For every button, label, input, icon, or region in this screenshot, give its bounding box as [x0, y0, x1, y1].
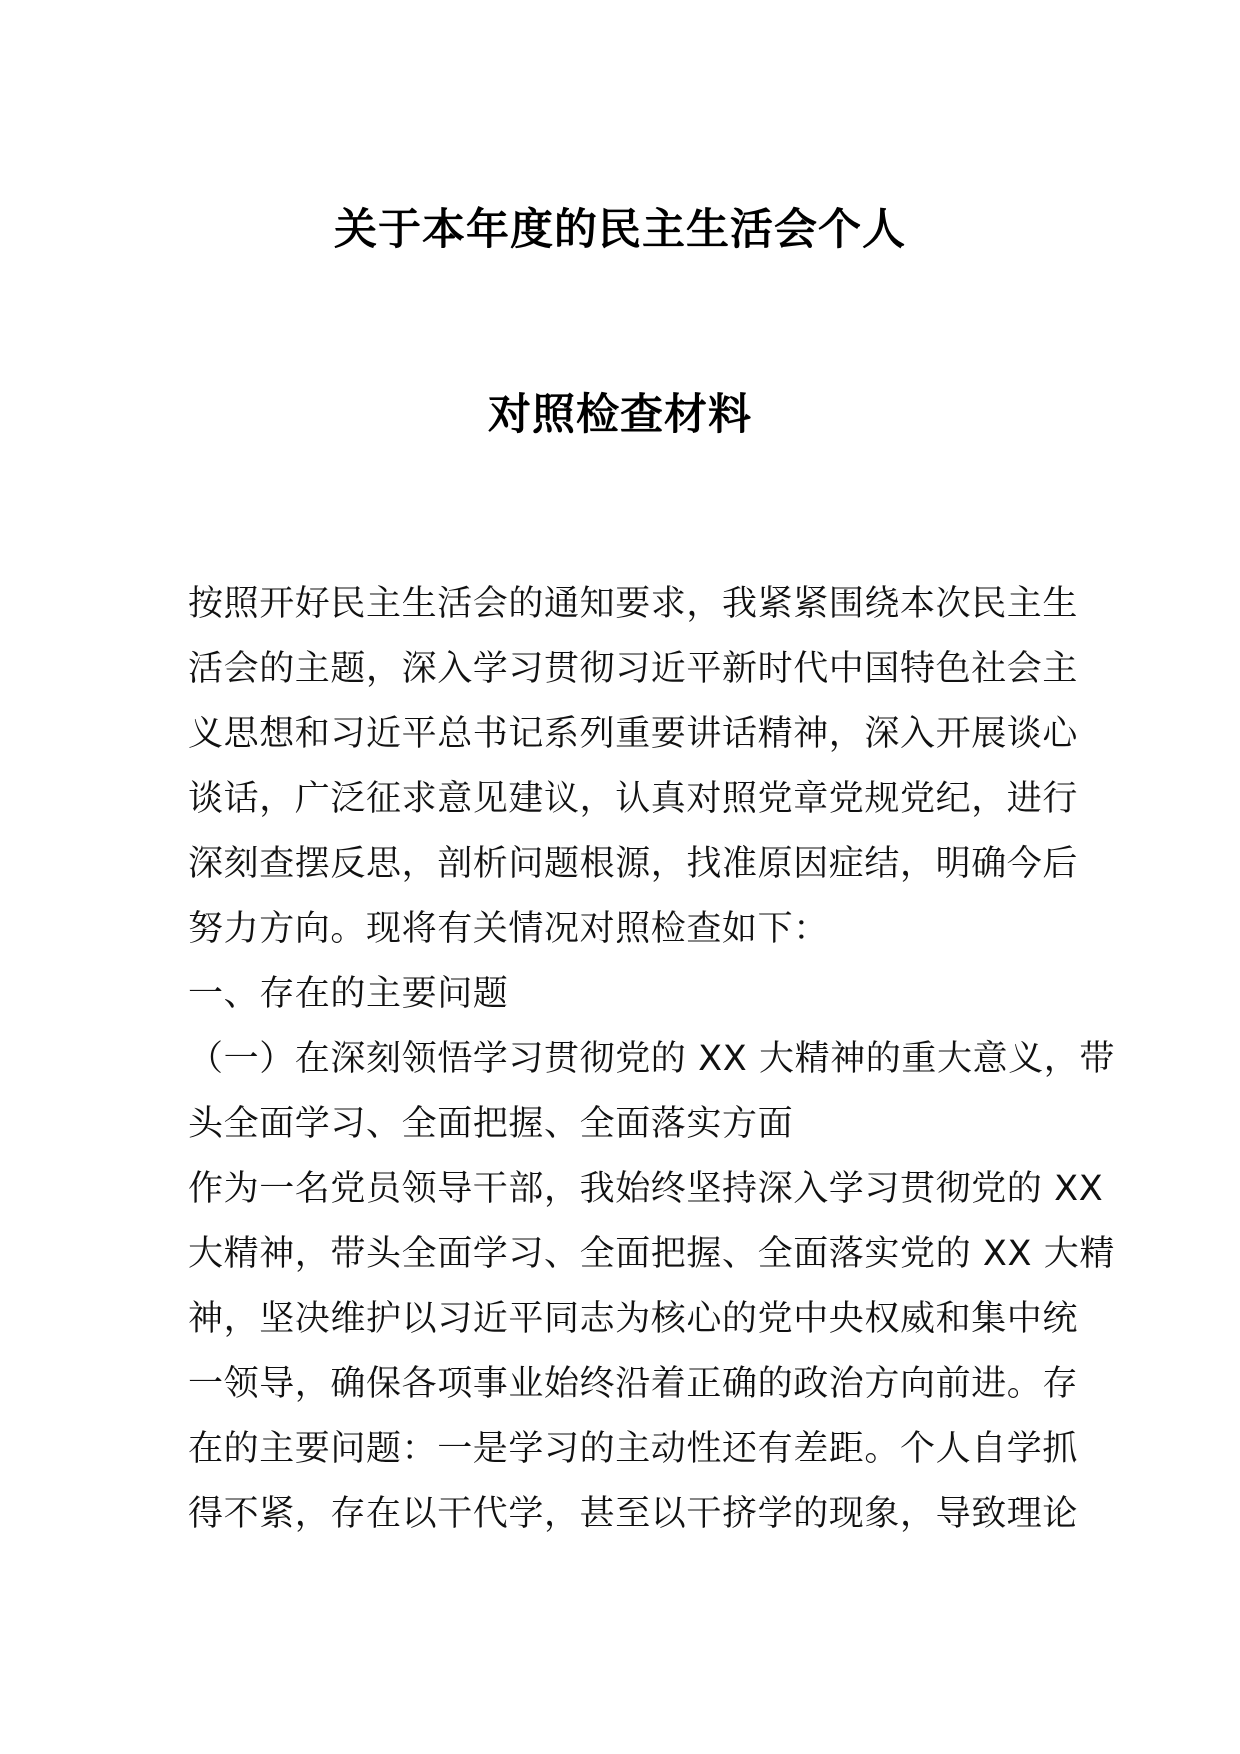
- body-line: 在的主要问题：一是学习的主动性还有差距。个人自学抓: [188, 1429, 1079, 1469]
- section-heading: 一、存在的主要问题: [188, 974, 509, 1014]
- body-line: 努力方向。现将有关情况对照检查如下：: [188, 909, 829, 949]
- body-line: 作为一名党员领导干部，我始终坚持深入学习贯彻党的 XX: [188, 1169, 1104, 1209]
- body-line: 义思想和习近平总书记系列重要讲话精神，深入开展谈心: [188, 714, 1079, 754]
- subsection-heading-line: 头全面学习、全面把握、全面落实方面: [188, 1104, 794, 1144]
- document-body: [188, 572, 1116, 1547]
- document-title-line-2: 对照检查材料: [488, 390, 752, 440]
- body-line: 大精神，带头全面学习、全面把握、全面落实党的 XX 大精: [188, 1234, 1116, 1274]
- body-line: 按照开好民主生活会的通知要求，我紧紧围绕本次民主生: [188, 584, 1079, 624]
- body-line: 神，坚决维护以习近平同志为核心的党中央权威和集中统: [188, 1299, 1079, 1339]
- body-line: 一领导，确保各项事业始终沿着正确的政治方向前进。存: [188, 1364, 1079, 1404]
- subsection-heading-line: （一）在深刻领悟学习贯彻党的 XX 大精神的重大意义，带: [188, 1039, 1116, 1079]
- body-line: 活会的主题，深入学习贯彻习近平新时代中国特色社会主: [188, 649, 1079, 689]
- body-line: 谈话，广泛征求意见建议，认真对照党章党规党纪，进行: [188, 779, 1079, 819]
- body-line: 得不紧，存在以干代学，甚至以干挤学的现象，导致理论: [188, 1494, 1079, 1534]
- document-title-line-1: 关于本年度的民主生活会个人: [334, 205, 906, 255]
- body-line: 深刻查摆反思，剖析问题根源，找准原因症结，明确今后: [188, 844, 1079, 884]
